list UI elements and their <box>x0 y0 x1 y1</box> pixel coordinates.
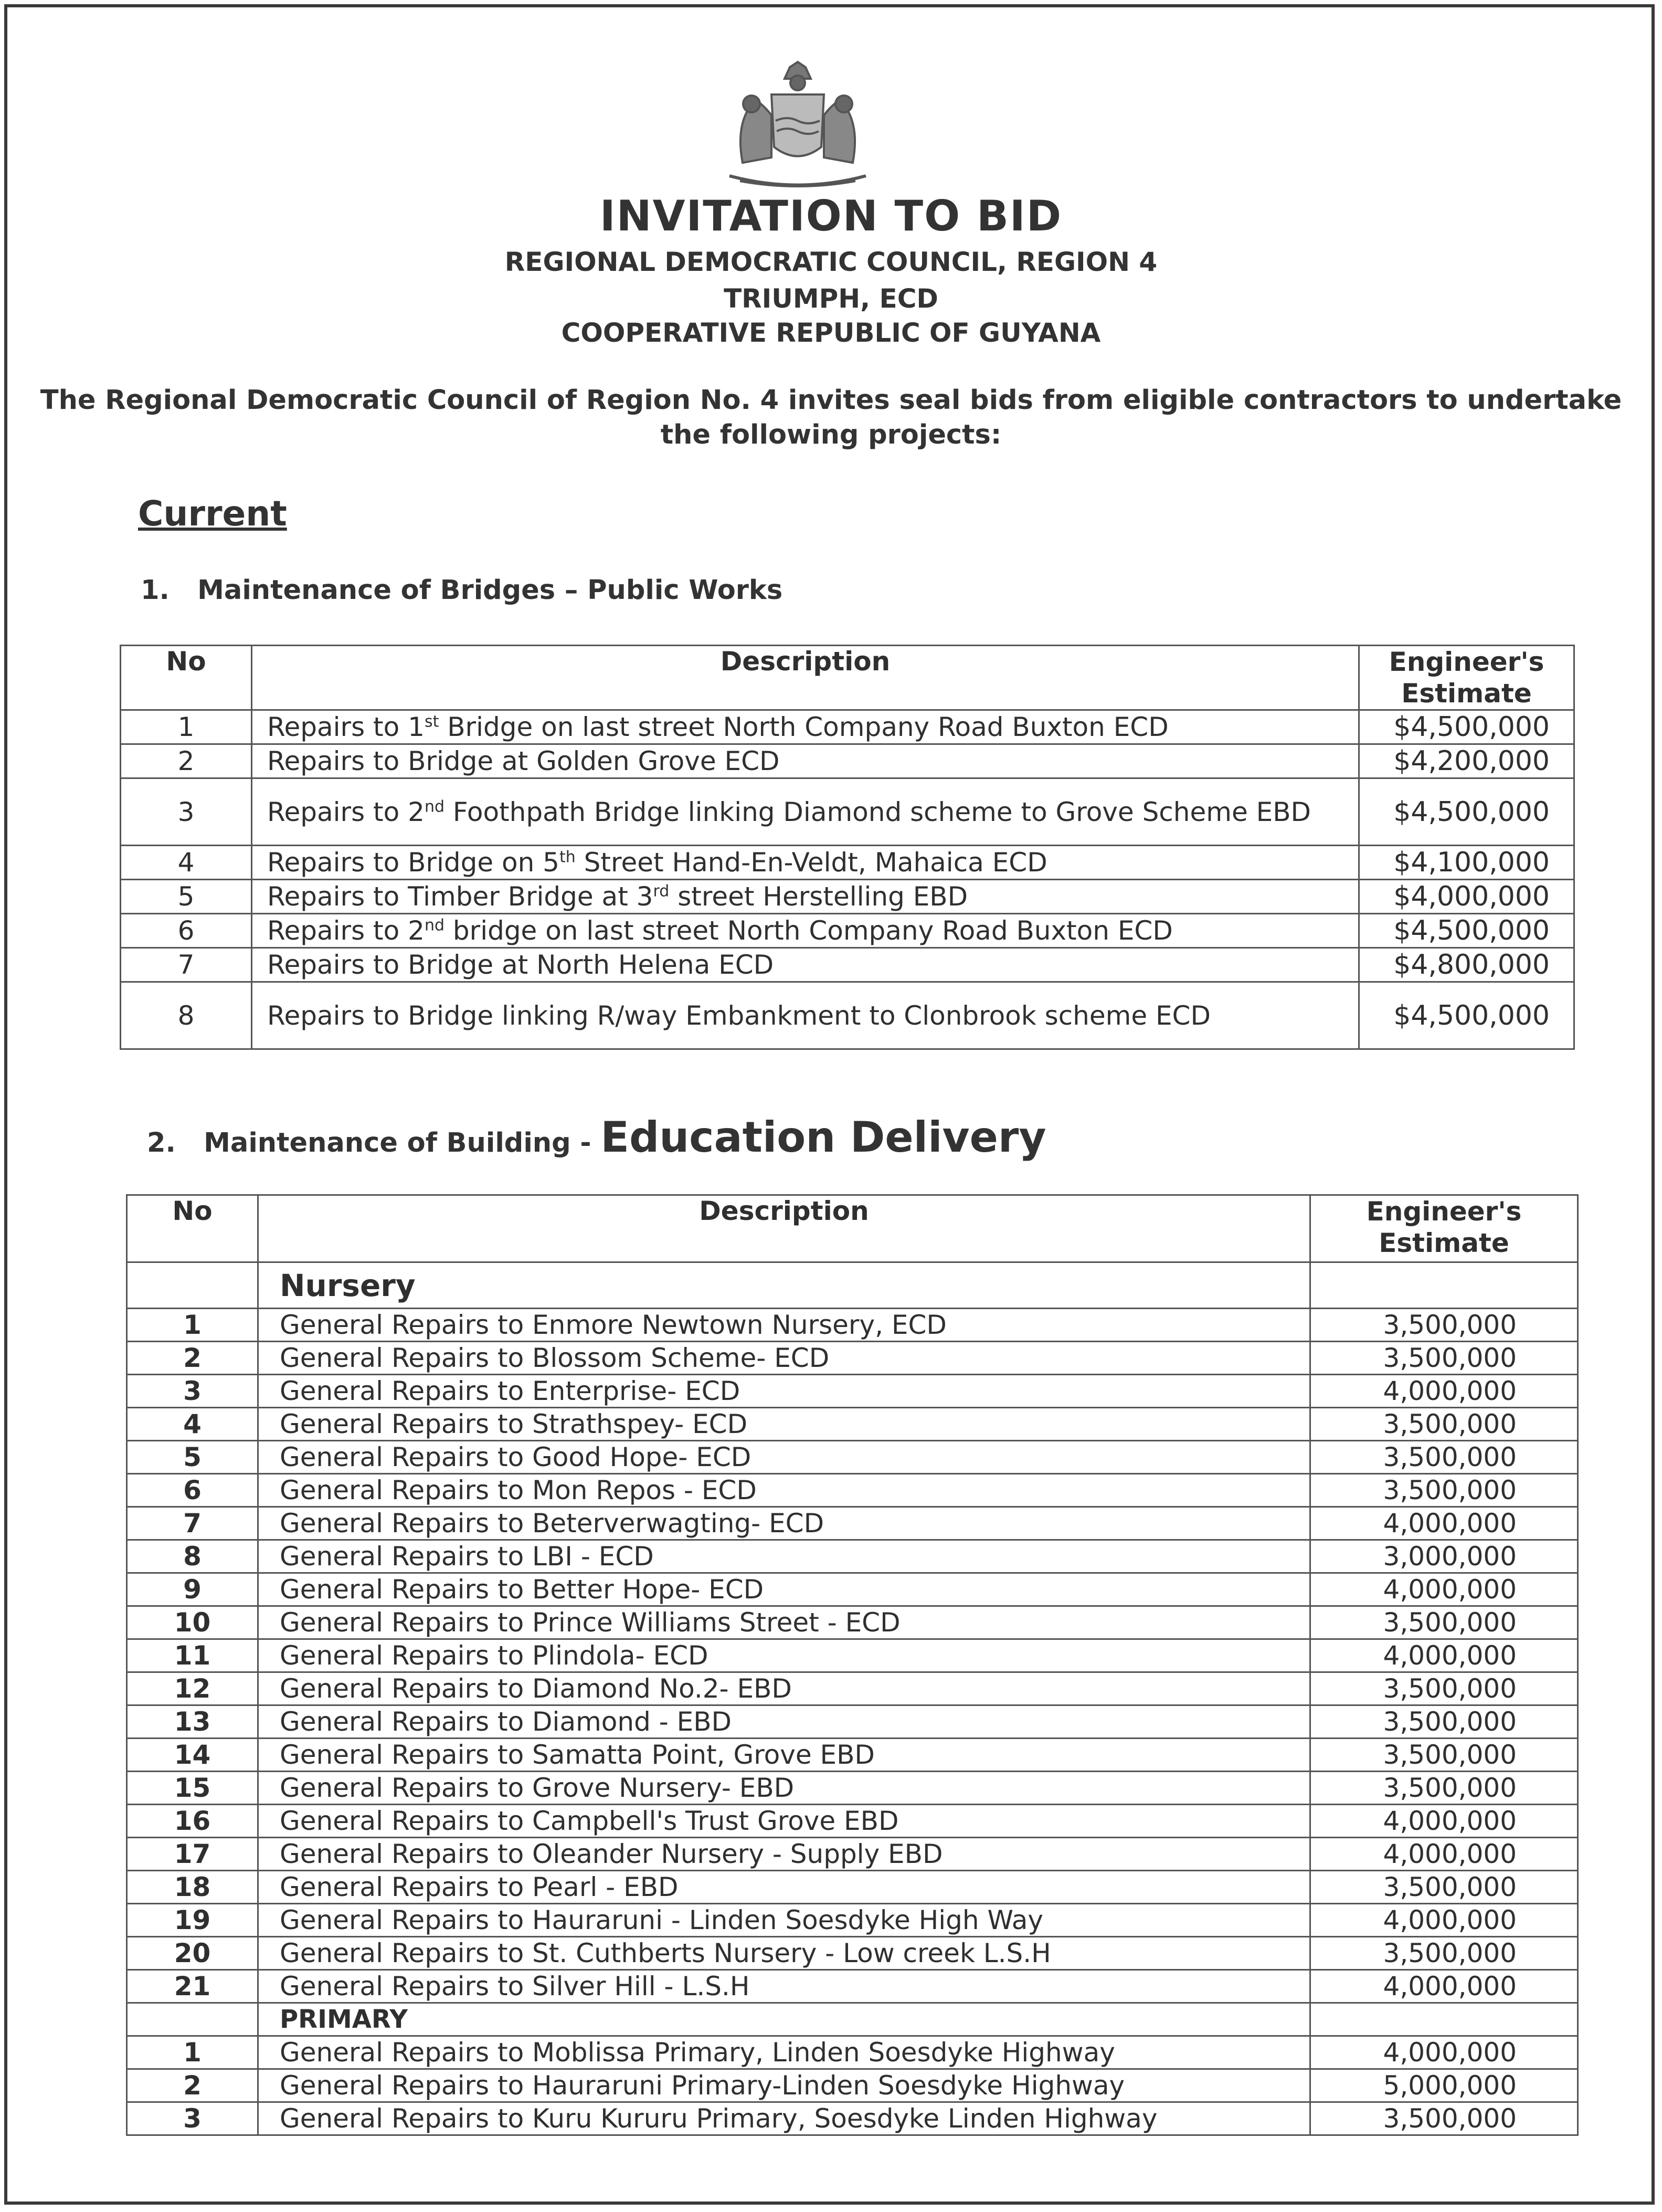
section2-title-big: Education Delivery <box>600 1113 1046 1162</box>
group-no-cell <box>127 2003 258 2036</box>
table-row <box>121 710 1574 744</box>
row-estimate: 3,500,000 <box>1310 1606 1578 1639</box>
row-number: 3 <box>127 2102 258 2135</box>
table-row <box>121 914 1574 948</box>
description-text-cont: bridge on last street North Company Road Buxton ECD <box>444 915 1173 946</box>
description-text-cont: street Herstelling EBD <box>669 881 968 912</box>
row-description: General Repairs to Hauraruni - Linden Soesdyke High Way <box>258 1904 1310 1937</box>
ordinal-suffix: st <box>424 712 439 731</box>
ordinal-suffix: rd <box>653 882 670 901</box>
row-estimate: 3,500,000 <box>1310 1309 1578 1342</box>
table-row <box>127 1573 1578 1606</box>
group-row-primary <box>127 2003 1578 2036</box>
section1-number: 1. <box>141 575 170 606</box>
row-number: 7 <box>121 948 252 982</box>
row-description: General Repairs to St. Cuthberts Nursery - Low creek L.S.H <box>258 1937 1310 1970</box>
row-description <box>252 982 1359 1049</box>
row-description <box>252 778 1359 846</box>
group-row-nursery <box>127 1262 1578 1309</box>
country-name: COOPERATIVE REPUBLIC OF GUYANA <box>561 318 1101 348</box>
row-estimate: 4,000,000 <box>1310 1507 1578 1540</box>
row-description: General Repairs to Silver Hill - L.S.H <box>258 1970 1310 2003</box>
row-estimate: 3,000,000 <box>1310 1540 1578 1573</box>
document-title: INVITATION TO BID <box>599 192 1063 240</box>
column-header-no: No <box>127 1195 258 1262</box>
description-text: Repairs to 1 <box>267 712 425 742</box>
row-number: 9 <box>127 1573 258 1606</box>
table-row <box>121 880 1574 914</box>
row-estimate: 4,000,000 <box>1310 1639 1578 1672</box>
description-text-cont: Street Hand-En-Veldt, Mahaica ECD <box>575 847 1047 878</box>
row-description <box>252 914 1359 948</box>
description-text: Repairs to Timber Bridge at 3 <box>267 881 653 912</box>
row-description <box>252 948 1359 982</box>
row-number: 8 <box>121 982 252 1049</box>
row-estimate: $4,800,000 <box>1359 948 1574 982</box>
description-text-cont: Bridge on last street North Company Road Buxton ECD <box>439 712 1169 742</box>
row-description <box>252 744 1359 778</box>
table-row <box>127 1739 1578 1772</box>
council-name: REGIONAL DEMOCRATIC COUNCIL, REGION 4 <box>504 247 1158 277</box>
row-number: 1 <box>121 710 252 744</box>
description-text: Repairs to Bridge at North Helena ECD <box>267 950 774 980</box>
column-header-description: Description <box>252 646 1359 710</box>
row-description: General Repairs to Mon Repos - ECD <box>258 1474 1310 1507</box>
table-row <box>127 1937 1578 1970</box>
description-text: Repairs to Bridge on 5 <box>267 847 559 878</box>
row-description <box>252 710 1359 744</box>
row-number: 14 <box>127 1739 258 1772</box>
description-text: Repairs to 2 <box>267 915 425 946</box>
table-row <box>121 982 1574 1049</box>
row-estimate: 4,000,000 <box>1310 1375 1578 1408</box>
table-row <box>121 778 1574 846</box>
group-no-cell <box>127 1262 258 1309</box>
section2-title-small: Maintenance of Building - <box>204 1128 591 1158</box>
table-row <box>127 1772 1578 1805</box>
row-estimate: 3,500,000 <box>1310 1739 1578 1772</box>
row-estimate: 3,500,000 <box>1310 1871 1578 1904</box>
row-description: General Repairs to Diamond - EBD <box>258 1705 1310 1739</box>
description-text-cont: Foothpath Bridge linking Diamond scheme to Grove Scheme EBD <box>444 796 1311 827</box>
row-number: 6 <box>127 1474 258 1507</box>
row-estimate: 3,500,000 <box>1310 1474 1578 1507</box>
row-estimate: 4,000,000 <box>1310 1805 1578 1838</box>
table-row <box>127 1375 1578 1408</box>
description-text: Repairs to Bridge at Golden Grove ECD <box>267 746 780 776</box>
table-row <box>121 846 1574 880</box>
row-number: 6 <box>121 914 252 948</box>
section2-heading <box>147 1113 1046 1162</box>
table-row <box>127 1441 1578 1474</box>
row-number: 21 <box>127 1970 258 2003</box>
table-row <box>127 1705 1578 1739</box>
row-estimate: 3,500,000 <box>1310 2102 1578 2135</box>
row-description: General Repairs to Kuru Kururu Primary, Soesdyke Linden Highway <box>258 2102 1310 2135</box>
table-row <box>127 2102 1578 2135</box>
row-number: 3 <box>121 778 252 846</box>
table-row <box>127 1342 1578 1375</box>
table-row <box>127 2036 1578 2069</box>
row-number: 10 <box>127 1606 258 1639</box>
row-number: 4 <box>121 846 252 880</box>
ordinal-suffix: th <box>559 848 576 867</box>
row-number: 11 <box>127 1639 258 1672</box>
row-number: 20 <box>127 1937 258 1970</box>
row-description: General Repairs to Enmore Newtown Nursery, ECD <box>258 1309 1310 1342</box>
table-row <box>127 1408 1578 1441</box>
ordinal-suffix: nd <box>424 797 444 816</box>
table-row <box>127 1507 1578 1540</box>
education-buildings-table <box>126 1194 1579 2136</box>
coat-of-arms-emblem <box>693 58 903 194</box>
row-description: General Repairs to Campbell's Trust Grove EBD <box>258 1805 1310 1838</box>
row-estimate: 4,000,000 <box>1310 1838 1578 1871</box>
row-estimate: 5,000,000 <box>1310 2069 1578 2102</box>
row-number: 12 <box>127 1672 258 1705</box>
row-estimate: 3,500,000 <box>1310 1937 1578 1970</box>
table-row <box>127 1838 1578 1871</box>
row-number: 19 <box>127 1904 258 1937</box>
row-estimate: $4,500,000 <box>1359 914 1574 948</box>
table-row <box>127 1639 1578 1672</box>
row-number: 13 <box>127 1705 258 1739</box>
table-row <box>127 1540 1578 1573</box>
row-estimate: 3,500,000 <box>1310 1342 1578 1375</box>
row-number: 5 <box>127 1441 258 1474</box>
row-number: 8 <box>127 1540 258 1573</box>
row-number: 2 <box>127 1342 258 1375</box>
column-header-estimate: Engineer's Estimate <box>1359 646 1574 710</box>
row-number: 3 <box>127 1375 258 1408</box>
table-row <box>127 1474 1578 1507</box>
row-estimate: $4,500,000 <box>1359 982 1574 1049</box>
row-description <box>252 880 1359 914</box>
table-row <box>127 1970 1578 2003</box>
intro-paragraph: The Regional Democratic Council of Region No. 4 invites seal bids from eligible contractors to undertake the following projects: <box>40 385 1622 450</box>
row-number: 17 <box>127 1838 258 1871</box>
row-description: General Repairs to Good Hope- ECD <box>258 1441 1310 1474</box>
council-location: TRIUMPH, ECD <box>724 283 938 314</box>
row-description: General Repairs to Blossom Scheme- ECD <box>258 1342 1310 1375</box>
table-row <box>127 1871 1578 1904</box>
table-row <box>127 1805 1578 1838</box>
table-row <box>127 1309 1578 1342</box>
column-header-no: No <box>121 646 252 710</box>
row-description: General Repairs to Grove Nursery- EBD <box>258 1772 1310 1805</box>
row-description: General Repairs to Better Hope- ECD <box>258 1573 1310 1606</box>
row-estimate: 3,500,000 <box>1310 1772 1578 1805</box>
description-text: Repairs to 2 <box>267 796 425 827</box>
row-description: General Repairs to LBI - ECD <box>258 1540 1310 1573</box>
row-estimate: 3,500,000 <box>1310 1672 1578 1705</box>
row-estimate: 3,500,000 <box>1310 1408 1578 1441</box>
row-description <box>252 846 1359 880</box>
row-number: 1 <box>127 2036 258 2069</box>
row-description: General Repairs to Moblissa Primary, Linden Soesdyke Highway <box>258 2036 1310 2069</box>
row-number: 4 <box>127 1408 258 1441</box>
row-description: General Repairs to Strathspey- ECD <box>258 1408 1310 1441</box>
bridges-table <box>120 645 1575 1050</box>
description-text: Repairs to Bridge linking R/way Embankment to Clonbrook scheme ECD <box>267 1000 1211 1031</box>
row-number: 7 <box>127 1507 258 1540</box>
row-description: General Repairs to Plindola- ECD <box>258 1639 1310 1672</box>
table-row <box>127 1904 1578 1937</box>
table-row <box>121 744 1574 778</box>
row-description: General Repairs to Pearl - EBD <box>258 1871 1310 1904</box>
row-description: General Repairs to Samatta Point, Grove EBD <box>258 1739 1310 1772</box>
row-estimate: $4,500,000 <box>1359 710 1574 744</box>
row-number: 15 <box>127 1772 258 1805</box>
row-estimate: 4,000,000 <box>1310 1970 1578 2003</box>
row-estimate: 4,000,000 <box>1310 1904 1578 1937</box>
row-description: General Repairs to Enterprise- ECD <box>258 1375 1310 1408</box>
row-number: 5 <box>121 880 252 914</box>
row-number: 18 <box>127 1871 258 1904</box>
section2-number: 2. <box>147 1128 176 1158</box>
row-number: 16 <box>127 1805 258 1838</box>
section1-title: Maintenance of Bridges – Public Works <box>197 575 783 606</box>
row-number: 2 <box>121 744 252 778</box>
row-number: 1 <box>127 1309 258 1342</box>
current-heading: Current <box>138 493 287 534</box>
group-estimate-cell <box>1310 1262 1578 1309</box>
column-header-estimate: Engineer's Estimate <box>1310 1195 1578 1262</box>
table-row <box>121 948 1574 982</box>
table-row <box>127 1672 1578 1705</box>
ordinal-suffix: nd <box>424 916 444 935</box>
group-estimate-cell <box>1310 2003 1578 2036</box>
group-label: Nursery <box>258 1262 1310 1309</box>
column-header-description: Description <box>258 1195 1310 1262</box>
row-description: General Repairs to Beterverwagting- ECD <box>258 1507 1310 1540</box>
row-estimate: 4,000,000 <box>1310 1573 1578 1606</box>
group-label: PRIMARY <box>258 2003 1310 2036</box>
row-estimate: 4,000,000 <box>1310 2036 1578 2069</box>
table-row <box>127 2069 1578 2102</box>
row-description: General Repairs to Diamond No.2- EBD <box>258 1672 1310 1705</box>
row-estimate: $4,100,000 <box>1359 846 1574 880</box>
row-number: 2 <box>127 2069 258 2102</box>
table-row <box>127 1606 1578 1639</box>
row-description: General Repairs to Hauraruni Primary-Linden Soesdyke Highway <box>258 2069 1310 2102</box>
row-estimate: 3,500,000 <box>1310 1441 1578 1474</box>
row-description: General Repairs to Oleander Nursery - Supply EBD <box>258 1838 1310 1871</box>
row-estimate: 3,500,000 <box>1310 1705 1578 1739</box>
row-estimate: $4,500,000 <box>1359 778 1574 846</box>
row-estimate: $4,200,000 <box>1359 744 1574 778</box>
row-estimate: $4,000,000 <box>1359 880 1574 914</box>
section1-heading <box>141 575 782 606</box>
row-description: General Repairs to Prince Williams Street - ECD <box>258 1606 1310 1639</box>
